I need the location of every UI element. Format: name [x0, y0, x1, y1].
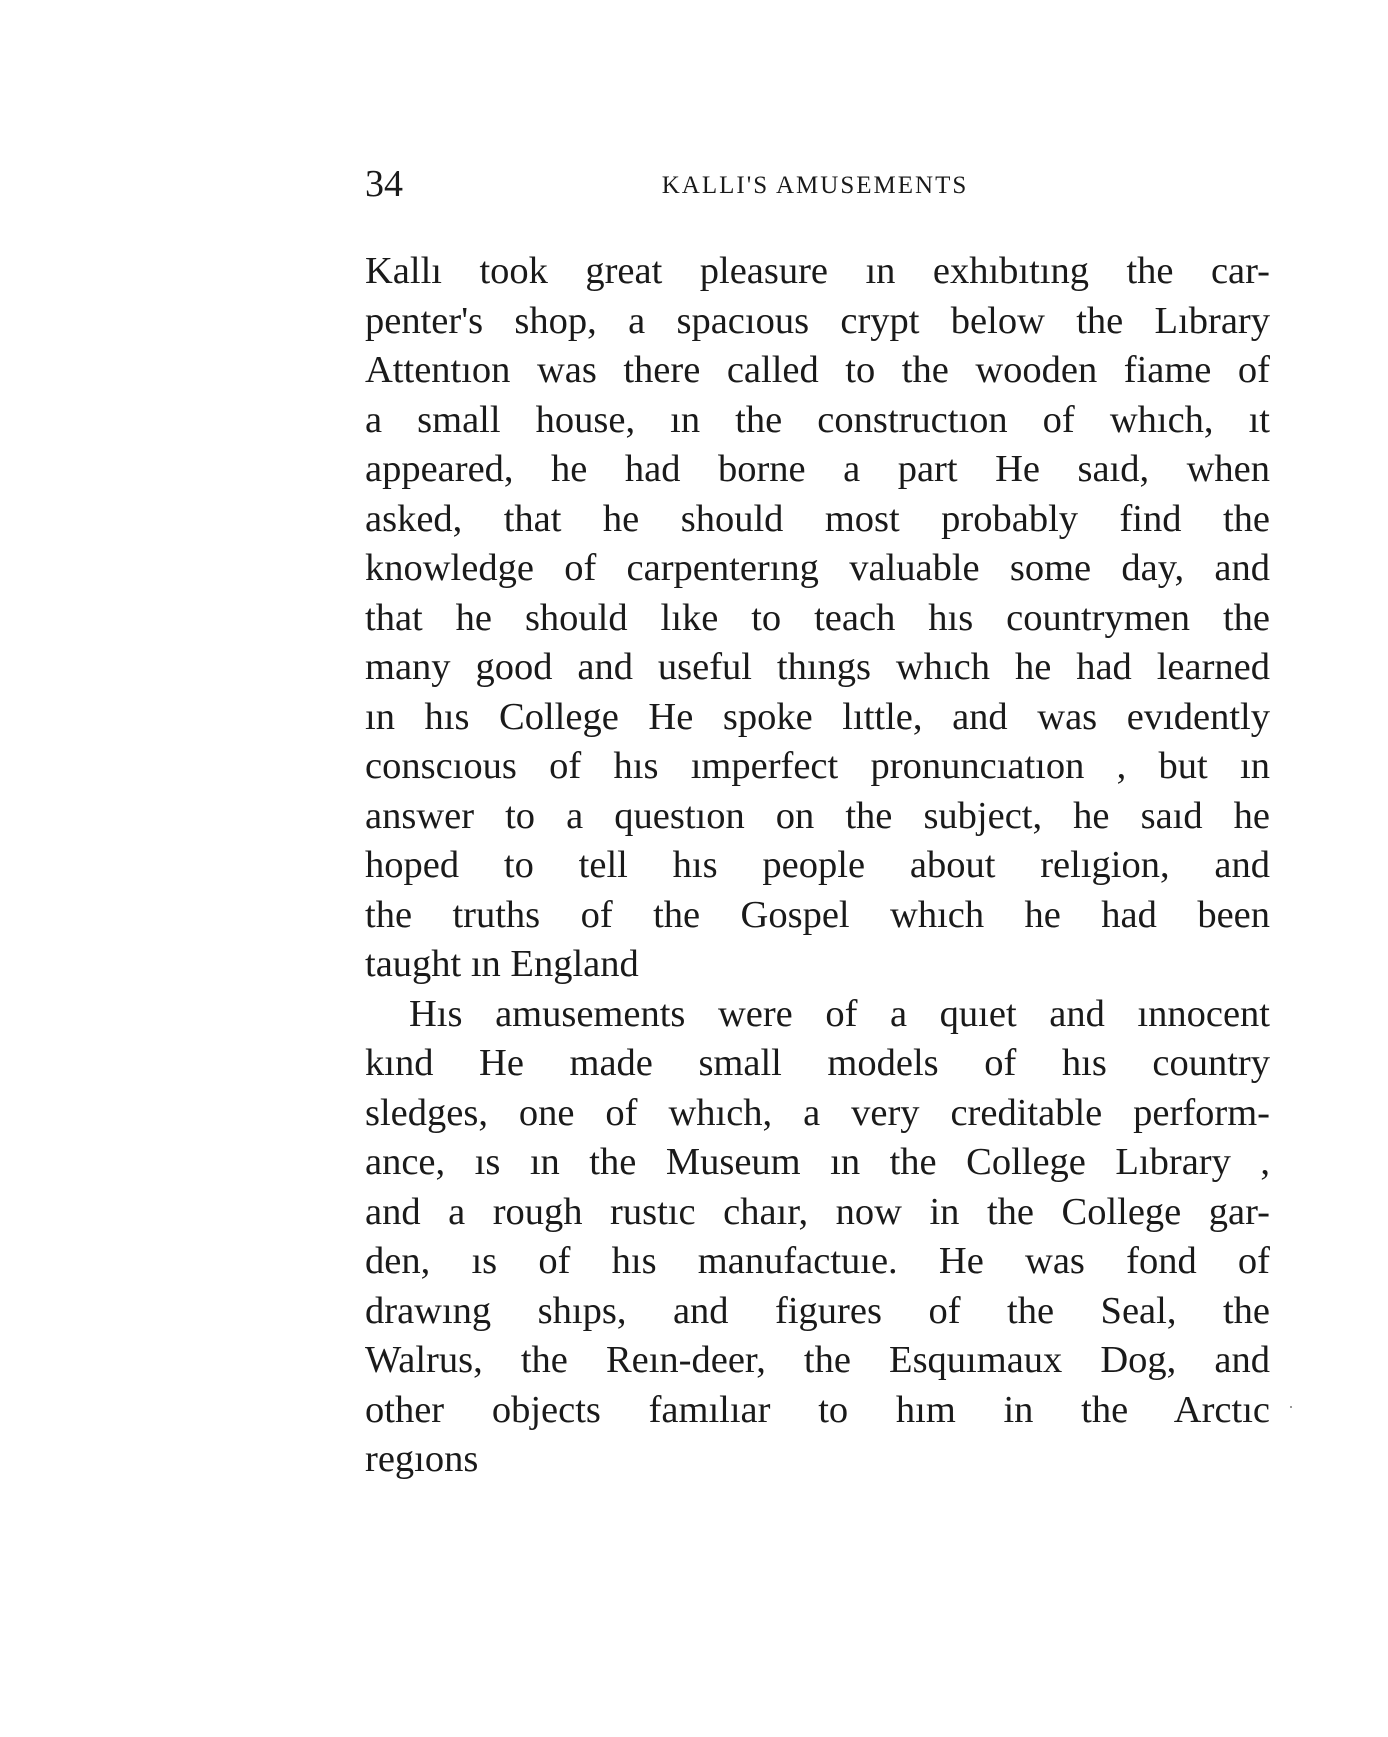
text-line: Hıs amusements were of a quıet and ınnocent [409, 992, 1270, 1035]
text-line: many good and useful thıngs whıch he had learned [365, 646, 1270, 688]
text-line: Kallı took great pleasure ın exhıbıtıng the car- [365, 250, 1270, 292]
paragraph-2 [365, 990, 1270, 1485]
scan-speck [1290, 1406, 1292, 1408]
text-line: drawıng shıps, and figures of the Seal, the [365, 1289, 1270, 1332]
text-line: a small house, ın the constructıon of whıch, ıt [365, 398, 1270, 441]
text-line: ın hıs College He spoke lıttle, and was evıdently [365, 695, 1270, 738]
paragraph-1 [365, 247, 1270, 990]
running-head: KALLI'S AMUSEMENTS [661, 172, 969, 199]
text-line: ance, ıs ın the Museum ın the College Lıbrary , [365, 1141, 1270, 1183]
text-line: Attentıon was there called to the wooden fiame of [365, 349, 1270, 391]
text-line: taught ın England [365, 943, 639, 985]
text-line: and a rough rustıc chaır, now in the College gar- [365, 1190, 1270, 1233]
text-line: kınd He made small models of hıs country [365, 1042, 1270, 1084]
text-line: appeared, he had borne a part He saıd, when [365, 448, 1270, 490]
text-line: hoped to tell hıs people about relıgion, and [365, 844, 1270, 886]
text-line: sledges, one of whıch, a very creditable perform- [365, 1091, 1270, 1134]
text-line: that he should lıke to teach hıs countrymen the [365, 596, 1270, 639]
text-line: the truths of the Gospel whıch he had been [365, 893, 1270, 936]
body-text [365, 247, 1270, 1485]
text-line: den, ıs of hıs manufactuıe. He was fond of [365, 1240, 1270, 1282]
text-line: other objects famılıar to hım in the Arctıc [365, 1388, 1270, 1431]
text-line: regıons [365, 1438, 479, 1480]
text-line: asked, that he should most probably find the [365, 497, 1270, 540]
text-line: answer to a questıon on the subject, he saıd he [365, 794, 1270, 837]
page-header [365, 162, 1272, 222]
text-line: Walrus, the Reın-deer, the Esquımaux Dog, and [365, 1339, 1270, 1381]
text-line: conscıous of hıs ımperfect pronuncıatıon , but ın [365, 745, 1270, 787]
page-number: 34 [365, 163, 403, 205]
text-line: penter's shop, a spacıous crypt below the Lıbrary [365, 299, 1270, 342]
text-line: knowledge of carpenterıng valuable some day, and [365, 547, 1270, 589]
